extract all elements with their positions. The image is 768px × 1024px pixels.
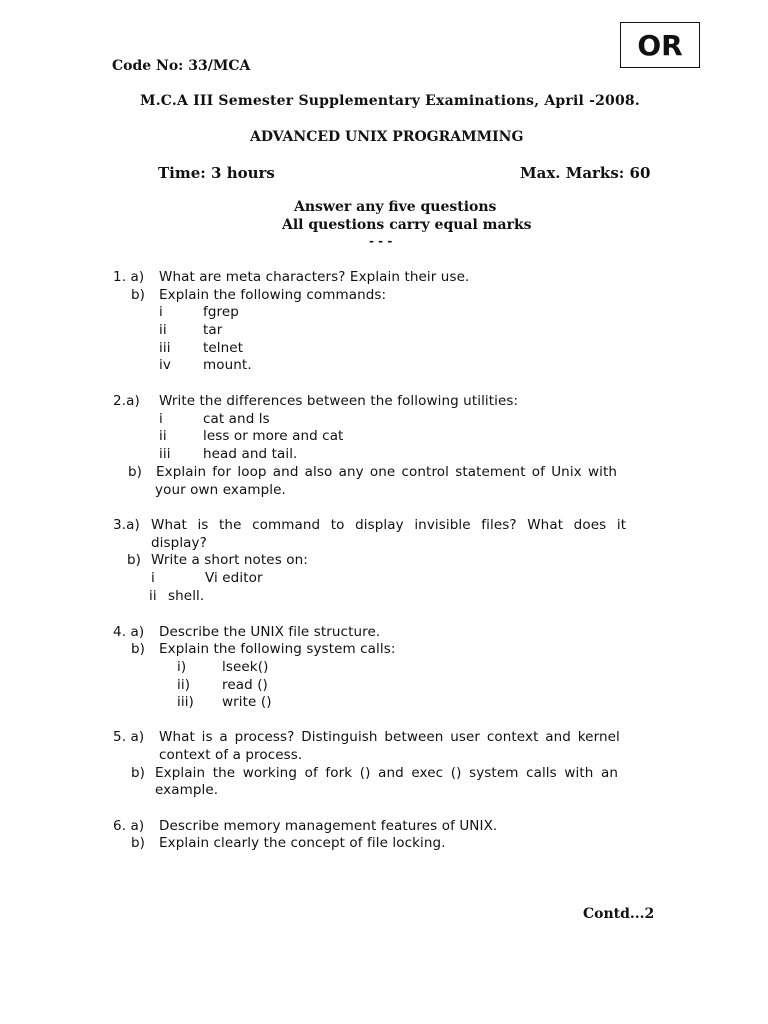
q3b-text: Write a short notes on: bbox=[151, 552, 308, 568]
q2-item-text: head and tail. bbox=[203, 446, 298, 462]
q2b-text-line2: your own example. bbox=[155, 482, 286, 498]
q4a-text: Describe the UNIX file structure. bbox=[159, 624, 381, 640]
subject-title: ADVANCED UNIX PROGRAMMING bbox=[250, 129, 524, 145]
q6b-label: b) bbox=[131, 835, 146, 851]
q3-item-numeral: i bbox=[151, 570, 155, 586]
q2-number: 2.a) bbox=[113, 393, 140, 409]
instruction-answer: Answer any five questions bbox=[294, 199, 497, 215]
max-marks-label: Max. Marks: 60 bbox=[520, 164, 651, 182]
q2b-text-line1: Explain for loop and also any one control statement of Unix with bbox=[156, 464, 618, 480]
q5a-text-line1: What is a process? Distinguish between user context and kernel bbox=[159, 729, 620, 745]
q2-item-numeral: iii bbox=[159, 446, 171, 462]
q1a-text: What are meta characters? Explain their use. bbox=[159, 269, 470, 285]
q1-item-text: telnet bbox=[203, 340, 244, 356]
q1-item-numeral: ii bbox=[159, 322, 167, 338]
q5b-text-line1: Explain the working of fork () and exec () system calls with an bbox=[155, 765, 619, 781]
q4-number: 4. a) bbox=[113, 624, 145, 640]
q4-item-numeral: ii) bbox=[177, 677, 191, 693]
q3a-text-line1: What is the command to display invisible files? What does it bbox=[151, 517, 627, 533]
q2-item-text: cat and ls bbox=[203, 411, 270, 427]
q2-item-text: less or more and cat bbox=[203, 428, 344, 444]
q1b-text: Explain the following commands: bbox=[159, 287, 387, 303]
q5b-label: b) bbox=[131, 765, 146, 781]
q2a-text: Write the differences between the following utilities: bbox=[159, 393, 519, 409]
q1b-label: b) bbox=[131, 287, 146, 303]
instruction-marks: All questions carry equal marks bbox=[282, 217, 532, 233]
q1-item-text: mount. bbox=[203, 357, 252, 373]
exam-title: M.C.A III Semester Supplementary Examinations, April -2008. bbox=[140, 93, 640, 109]
continued-label: Contd...2 bbox=[583, 906, 655, 922]
q4-item-numeral: iii) bbox=[177, 694, 194, 710]
q4b-label: b) bbox=[131, 641, 146, 657]
separator: - - - bbox=[369, 234, 393, 248]
q2-item-numeral: ii bbox=[159, 428, 167, 444]
set-label-box: OR bbox=[620, 22, 700, 68]
q2b-label: b) bbox=[128, 464, 143, 480]
q4-item-text: lseek() bbox=[222, 659, 269, 675]
q4-item-numeral: i) bbox=[177, 659, 187, 675]
q4-item-text: write () bbox=[222, 694, 272, 710]
q6b-text: Explain clearly the concept of file locking. bbox=[159, 835, 446, 851]
q5a-text-line2: context of a process. bbox=[159, 747, 303, 763]
q3b-label: b) bbox=[127, 552, 142, 568]
code-number: Code No: 33/MCA bbox=[112, 58, 251, 74]
q3-item-text: Vi editor bbox=[205, 570, 263, 586]
time-label: Time: 3 hours bbox=[158, 164, 275, 182]
q5-number: 5. a) bbox=[113, 729, 145, 745]
q5b-text-line2: example. bbox=[155, 782, 219, 798]
q1-item-numeral: iv bbox=[159, 357, 171, 373]
q1-item-text: fgrep bbox=[203, 304, 239, 320]
q3-item-text: shell. bbox=[168, 588, 205, 604]
q3a-text-line2: display? bbox=[151, 535, 207, 551]
q3-number: 3.a) bbox=[113, 517, 140, 533]
q1-item-numeral: i bbox=[159, 304, 163, 320]
q1-item-numeral: iii bbox=[159, 340, 171, 356]
q4-item-text: read () bbox=[222, 677, 268, 693]
q6a-text: Describe memory management features of UNIX. bbox=[159, 818, 498, 834]
q3-item-numeral: ii bbox=[149, 588, 157, 604]
q1-item-text: tar bbox=[203, 322, 223, 338]
q2-item-numeral: i bbox=[159, 411, 163, 427]
q4b-text: Explain the following system calls: bbox=[159, 641, 396, 657]
q1-number: 1. a) bbox=[113, 269, 145, 285]
q6-number: 6. a) bbox=[113, 818, 145, 834]
